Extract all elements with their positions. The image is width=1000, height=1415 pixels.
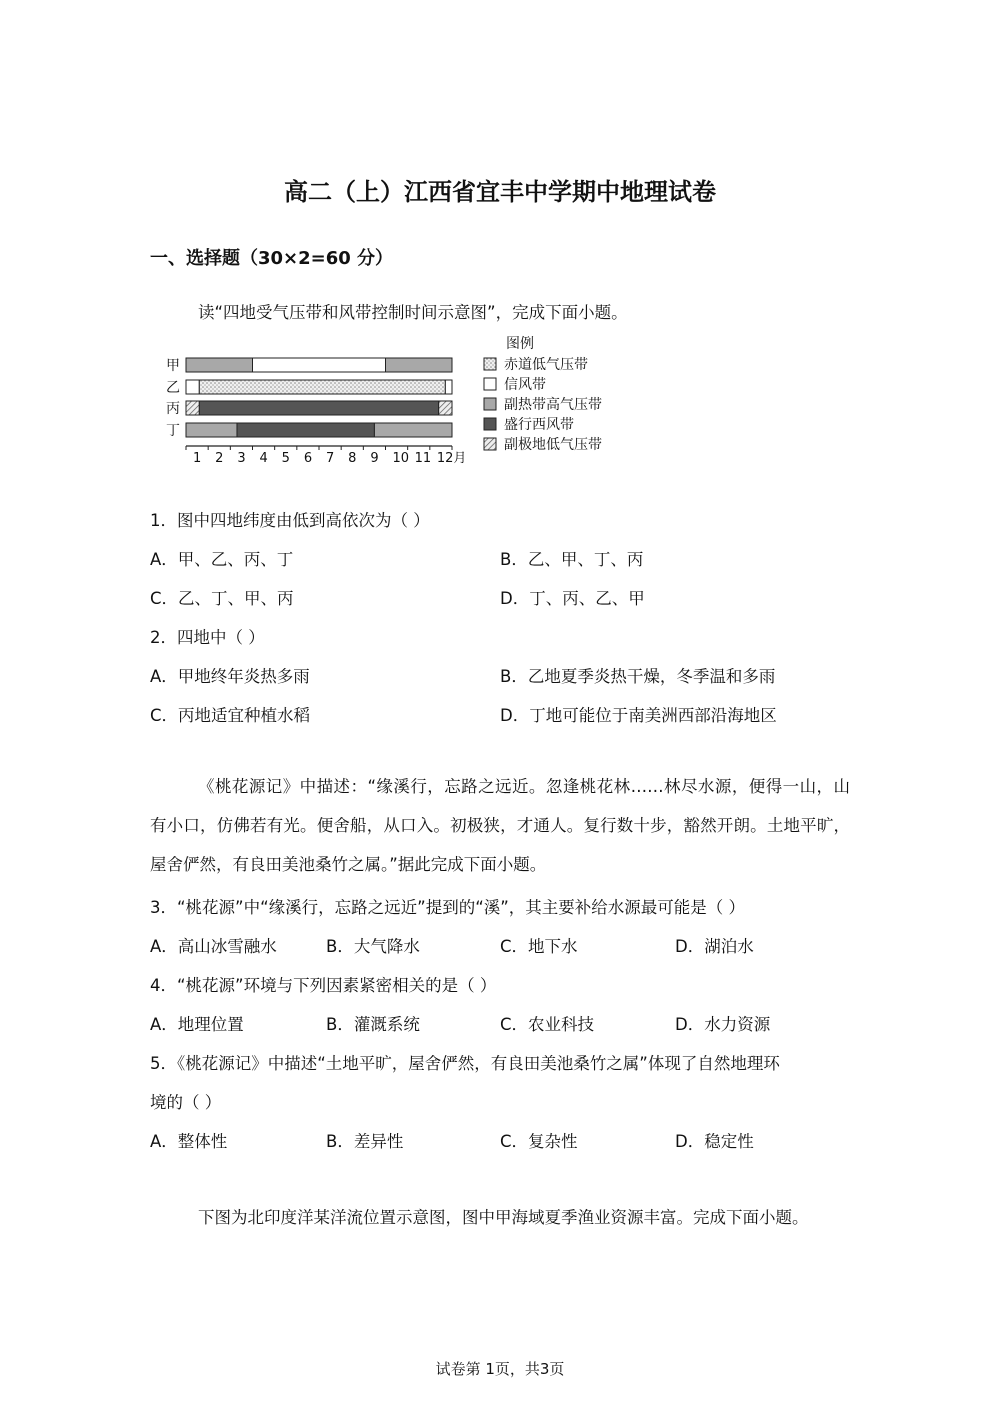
month-tick-label: 8 (348, 451, 357, 466)
q5-stem-cont: 境的（ ） (150, 1093, 222, 1112)
month-tick-label: 3 (237, 451, 246, 466)
row-label: 丁 (166, 423, 180, 439)
q2-option-c[interactable]: C．丙地适宜种植水稻 (150, 706, 311, 725)
pressure-wind-belt-chart (162, 334, 632, 466)
month-tick-label: 12月 (436, 451, 467, 466)
q5-option-d[interactable]: D．稳定性 (675, 1132, 754, 1151)
q2-option-b[interactable]: B．乙地夏季炎热干燥，冬季温和多雨 (500, 667, 776, 686)
month-tick-label: 2 (215, 451, 224, 466)
month-tick-label: 7 (326, 451, 335, 466)
q1-option-c[interactable]: C．乙、丁、甲、丙 (150, 589, 294, 608)
page-title: 高二（上）江西省宜丰中学期中地理试卷 (284, 178, 716, 206)
q5-option-a[interactable]: A．整体性 (150, 1132, 228, 1151)
belt-segment (186, 401, 199, 415)
belt-segment (253, 358, 386, 372)
legend-title: 图例 (506, 336, 534, 352)
legend-swatch (484, 418, 496, 430)
belt-segment (374, 423, 452, 437)
intro-ocean-current: 下图为北印度洋某洋流位置示意图，图中甲海域夏季渔业资源丰富。完成下面小题。 (198, 1208, 809, 1227)
month-tick-label: 10 (392, 451, 410, 466)
q3-option-a[interactable]: A．高山冰雪融水 (150, 937, 277, 956)
month-tick-label: 1 (193, 451, 202, 466)
month-tick-label: 4 (259, 451, 268, 466)
q5-option-b[interactable]: B．差异性 (326, 1132, 404, 1151)
q3-option-b[interactable]: B．大气降水 (326, 937, 420, 956)
q4-option-b[interactable]: B．灌溉系统 (326, 1015, 420, 1034)
legend-swatch (484, 438, 496, 450)
q5-option-c[interactable]: C．复杂性 (500, 1132, 578, 1151)
month-tick-label: 5 (281, 451, 290, 466)
q1-stem: 1．图中四地纬度由低到高依次为（ ） (150, 511, 430, 530)
q4-option-a[interactable]: A．地理位置 (150, 1015, 244, 1034)
q1-option-a[interactable]: A．甲、乙、丙、丁 (150, 550, 294, 569)
legend-label: 副极地低气压带 (504, 437, 602, 453)
q5-stem: 5．《桃花源记》中描述“土地平旷，屋舍俨然，有良田美池桑竹之属”体现了自然地理环 (150, 1054, 780, 1073)
belt-segment (237, 423, 374, 437)
legend-label: 盛行西风带 (504, 417, 574, 433)
q4-option-d[interactable]: D．水力资源 (675, 1015, 771, 1034)
taohuayuan-passage: 《桃花源记》中描述：“缘溪行，忘路之远近。忽逢桃花林……林尽水源，便得一山，山有小口，仿佛若有光。便舍船，从口入。初极狭，才通人。复行数十步，豁然开朗。土地平旷，屋舍俨然，有良田美池桑竹之属。”据此完成下面小题。 (150, 777, 850, 874)
legend-label: 赤道低气压带 (504, 357, 588, 373)
belt-segment (439, 401, 452, 415)
q2-option-a[interactable]: A．甲地终年炎热多雨 (150, 667, 310, 686)
q3-stem: 3．“桃花源”中“缘溪行，忘路之远近”提到的“溪”，其主要补给水源最可能是（ ） (150, 898, 746, 917)
intro-q1-2: 读“四地受气压带和风带控制时间示意图”，完成下面小题。 (198, 303, 628, 322)
legend-label: 副热带高气压带 (504, 397, 602, 413)
q4-stem: 4．“桃花源”环境与下列因素紧密相关的是（ ） (150, 976, 497, 995)
q3-option-c[interactable]: C．地下水 (500, 937, 578, 956)
belt-segment (386, 358, 453, 372)
belt-segment (186, 358, 253, 372)
belt-segment (186, 423, 237, 437)
q1-option-d[interactable]: D．丁、丙、乙、甲 (500, 589, 645, 608)
q3-option-d[interactable]: D．湖泊水 (675, 937, 754, 956)
row-label: 甲 (166, 358, 180, 374)
month-tick-label: 6 (303, 451, 313, 466)
legend-swatch (484, 358, 496, 370)
legend-swatch (484, 398, 496, 410)
q2-stem: 2．四地中（ ） (150, 628, 265, 647)
q2-option-d[interactable]: D．丁地可能位于南美洲西部沿海地区 (500, 706, 777, 725)
belt-segment (199, 380, 445, 394)
q4-option-c[interactable]: C．农业科技 (500, 1015, 595, 1034)
belt-segment (445, 380, 452, 394)
q1-option-b[interactable]: B．乙、甲、丁、丙 (500, 550, 644, 569)
belt-segment (186, 380, 199, 394)
legend-label: 信风带 (504, 377, 546, 393)
row-label: 丙 (166, 401, 180, 417)
legend-swatch (484, 378, 496, 390)
page-footer: 试卷第 1页，共3页 (435, 1360, 565, 1378)
section-heading: 一、选择题（30×2=60 分） (150, 248, 394, 269)
belt-segment (199, 401, 438, 415)
row-label: 乙 (166, 380, 180, 396)
month-tick-label: 11 (414, 451, 432, 466)
month-tick-label: 9 (370, 451, 379, 466)
